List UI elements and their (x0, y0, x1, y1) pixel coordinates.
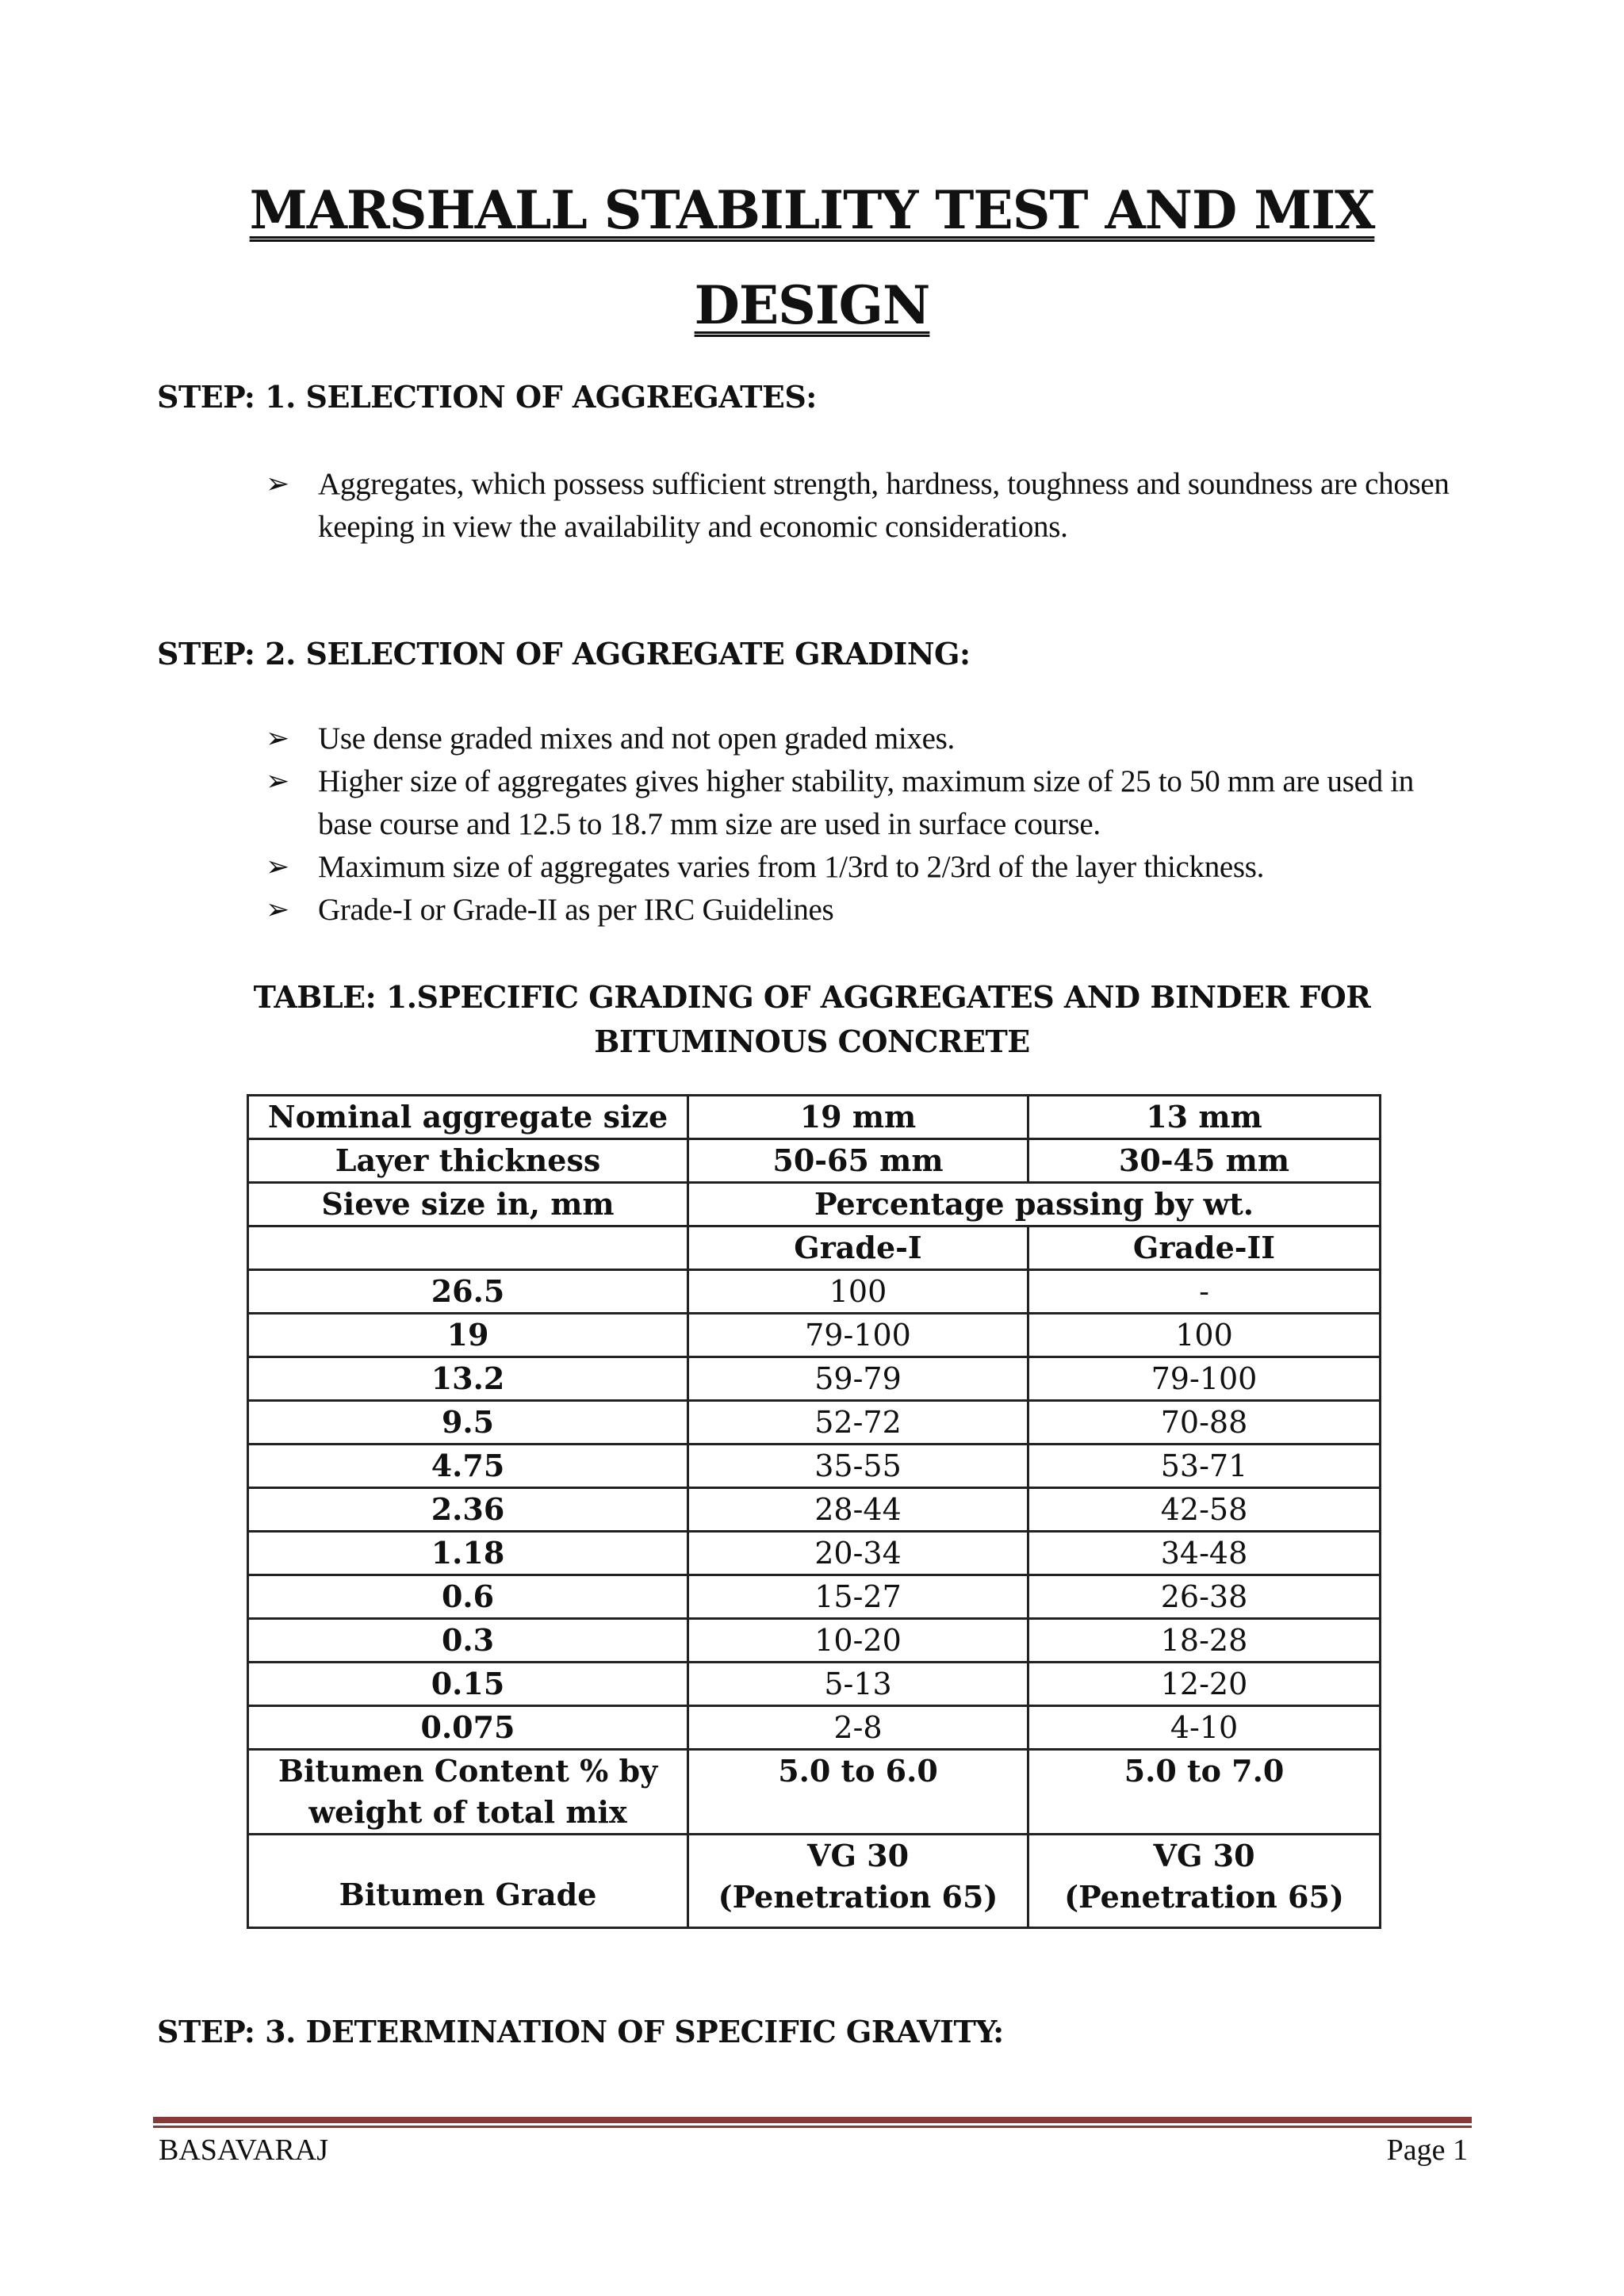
table-cell: 50-65 mm (688, 1139, 1028, 1183)
page-title (0, 163, 1624, 353)
table-cell: Grade-II (1028, 1226, 1381, 1270)
step1-bullet-list (266, 463, 1471, 549)
bitumen-grade-1-line2: (Penetration 65) (718, 1879, 998, 1915)
table-cell: 79-100 (1028, 1357, 1381, 1401)
table-cell: 5.0 to 6.0 (688, 1750, 1028, 1835)
page-title-line1: MARSHALL STABILITY TEST AND MIX (249, 179, 1375, 241)
table-cell: 10-20 (688, 1619, 1028, 1663)
table-cell: 5.0 to 7.0 (1028, 1750, 1381, 1835)
bitumen-grade-label: Bitumen Grade (339, 1877, 597, 1912)
step2-bullet-list (266, 718, 1471, 932)
table-cell: 12-20 (1028, 1663, 1381, 1706)
table-cell: 4.75 (248, 1445, 688, 1488)
table-cell: 1.18 (248, 1532, 688, 1575)
table-cell: 35-55 (688, 1445, 1028, 1488)
arrow-bullet-icon: ➢ (266, 468, 289, 500)
table-row (248, 1314, 1381, 1357)
table-cell: 0.15 (248, 1663, 688, 1706)
table-cell: 0.6 (248, 1575, 688, 1619)
bitumen-content-label-line2: weight of total mix (308, 1794, 627, 1830)
bitumen-grade-1-line1: VG 30 (806, 1838, 910, 1873)
table-cell: Grade-I (688, 1226, 1028, 1270)
table-cell (248, 1835, 688, 1928)
table-row (248, 1139, 1381, 1183)
table-cell: 26.5 (248, 1270, 688, 1314)
table-caption (0, 975, 1624, 1064)
table-row (248, 1357, 1381, 1401)
bitumen-grade-2-line1: VG 30 (1153, 1838, 1255, 1873)
table-cell: 4-10 (1028, 1706, 1381, 1750)
table-cell: 26-38 (1028, 1575, 1381, 1619)
table-cell: Percentage passing by wt. (688, 1183, 1381, 1226)
table-row (248, 1270, 1381, 1314)
table-row (248, 1488, 1381, 1532)
step3-heading: STEP: 3. DETERMINATION OF SPECIFIC GRAVITY: (157, 2014, 1004, 2049)
table-cell (248, 1226, 688, 1270)
table-row (248, 1532, 1381, 1575)
table-cell: 100 (1028, 1314, 1381, 1357)
table-row (248, 1183, 1381, 1226)
footer-divider (153, 2117, 1472, 2123)
table-row (248, 1575, 1381, 1619)
table-cell (688, 1835, 1028, 1928)
table-cell: 5-13 (688, 1663, 1028, 1706)
table-row (248, 1226, 1381, 1270)
table-cell: 19 mm (688, 1096, 1028, 1139)
table-cell: 13.2 (248, 1357, 688, 1401)
list-item: ➢ Higher size of aggregates gives higher stability, maximum size of 25 to 50 mm are used in base course and 12.5 to 18.7 mm size are used in surface course. (266, 760, 1471, 846)
table-row (248, 1619, 1381, 1663)
bitumen-grade-2-line2: (Penetration 65) (1064, 1879, 1344, 1915)
table-cell: 70-88 (1028, 1401, 1381, 1445)
table-row (248, 1445, 1381, 1488)
table-cell: 53-71 (1028, 1445, 1381, 1488)
list-item: ➢ Grade-I or Grade-II as per IRC Guidelines (266, 889, 1471, 932)
list-item: ➢ Maximum size of aggregates varies from 1/3rd to 2/3rd of the layer thickness. (266, 846, 1471, 889)
footer-author: BASAVARAJ (159, 2133, 329, 2167)
table-cell: 2-8 (688, 1706, 1028, 1750)
table-cell: 28-44 (688, 1488, 1028, 1532)
table-cell: 9.5 (248, 1401, 688, 1445)
table-row (248, 1750, 1381, 1835)
table-caption-line2: BITUMINOUS CONCRETE (594, 1024, 1030, 1059)
step1-heading: STEP: 1. SELECTION OF AGGREGATES: (157, 379, 817, 415)
table-cell: 15-27 (688, 1575, 1028, 1619)
table-cell: 20-34 (688, 1532, 1028, 1575)
footer-page-number: Page 1 (1386, 2133, 1468, 2167)
list-item: ➢ Use dense graded mixes and not open graded mixes. (266, 718, 1471, 760)
table-row (248, 1401, 1381, 1445)
table-row (248, 1835, 1381, 1928)
table-cell: 18-28 (1028, 1619, 1381, 1663)
table-cell: 42-58 (1028, 1488, 1381, 1532)
table-cell: 30-45 mm (1028, 1139, 1381, 1183)
table-cell: 79-100 (688, 1314, 1028, 1357)
arrow-bullet-icon: ➢ (266, 765, 289, 798)
arrow-bullet-icon: ➢ (266, 851, 289, 883)
table-cell: - (1028, 1270, 1381, 1314)
table-cell (1028, 1835, 1381, 1928)
table-cell: Layer thickness (248, 1139, 688, 1183)
table-cell: 34-48 (1028, 1532, 1381, 1575)
page-title-line2: DESIGN (694, 274, 930, 336)
list-item: ➢ Aggregates, which possess sufficient strength, hardness, toughness and soundness are chosen keeping in view the availability and economic considerations. (266, 463, 1471, 549)
table-cell: 2.36 (248, 1488, 688, 1532)
table-caption-line1: TABLE: 1.SPECIFIC GRADING OF AGGREGATES AND BINDER FOR (253, 979, 1371, 1015)
footer-divider-thin (153, 2126, 1472, 2128)
table-row (248, 1096, 1381, 1139)
table-cell: 0.075 (248, 1706, 688, 1750)
table-cell: 100 (688, 1270, 1028, 1314)
table-cell: Sieve size in, mm (248, 1183, 688, 1226)
table-cell: Nominal aggregate size (248, 1096, 688, 1139)
table-row (248, 1706, 1381, 1750)
bitumen-content-label-line1: Bitumen Content % by (278, 1753, 658, 1789)
table-cell: 52-72 (688, 1401, 1028, 1445)
arrow-bullet-icon: ➢ (266, 894, 289, 926)
table-cell: 19 (248, 1314, 688, 1357)
table-cell: 13 mm (1028, 1096, 1381, 1139)
table-row (248, 1663, 1381, 1706)
arrow-bullet-icon: ➢ (266, 722, 289, 755)
table-cell (248, 1750, 688, 1835)
table-cell: 59-79 (688, 1357, 1028, 1401)
step2-heading: STEP: 2. SELECTION OF AGGREGATE GRADING: (157, 636, 971, 672)
table-cell: 0.3 (248, 1619, 688, 1663)
grading-table (247, 1094, 1381, 1929)
